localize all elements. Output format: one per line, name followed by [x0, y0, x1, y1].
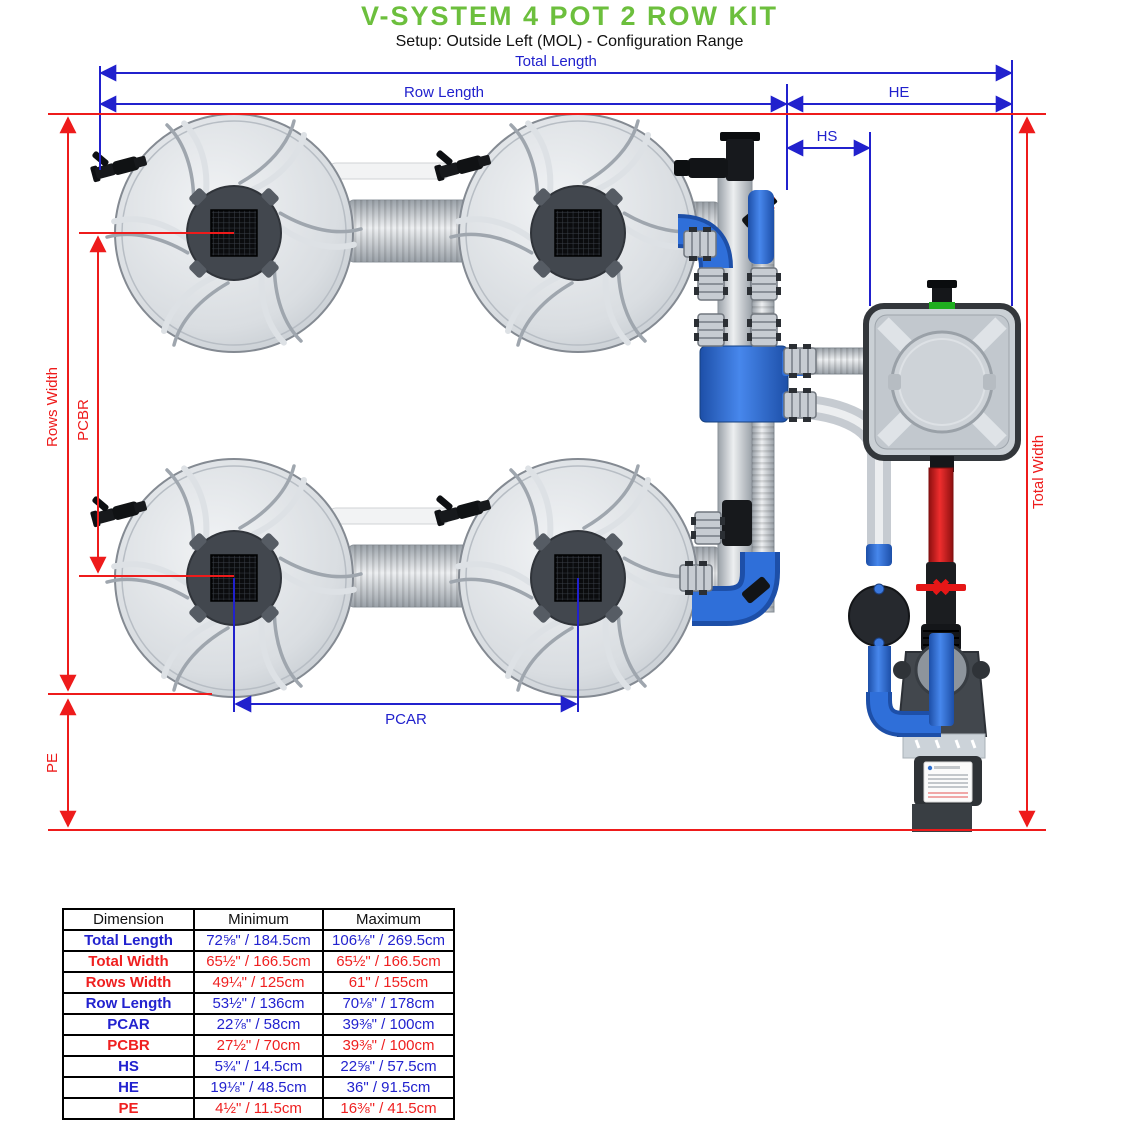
dim-name: HS — [63, 1056, 194, 1077]
pipe-clamp — [784, 388, 816, 422]
dim-min: 5¾" / 14.5cm — [194, 1056, 323, 1077]
black-valve-body — [926, 562, 956, 626]
pipe-clamp — [691, 512, 725, 544]
dim-row-length-label: Row Length — [403, 84, 485, 101]
dim-max: 36" / 91.5cm — [323, 1077, 454, 1098]
dim-max: 22⅝" / 57.5cm — [323, 1056, 454, 1077]
inline-valve — [849, 586, 909, 646]
dim-max: 70⅛" / 178cm — [323, 993, 454, 1014]
pipe-clamp — [694, 314, 728, 346]
dim-rows-width-label: Rows Width — [44, 366, 61, 448]
dim-min: 53½" / 136cm — [194, 993, 323, 1014]
dim-max: 61" / 155cm — [323, 972, 454, 993]
dim-total-length-label: Total Length — [515, 53, 597, 70]
dim-name: PCBR — [63, 1035, 194, 1056]
blue-manifold-block — [700, 346, 788, 422]
table-row — [63, 1077, 454, 1098]
table-header-row — [63, 909, 454, 930]
red-return-pipe — [929, 468, 953, 564]
dim-he-label: HE — [888, 84, 910, 101]
pump-base — [912, 804, 972, 832]
reservoir-tank — [866, 280, 1018, 472]
dim-name: Total Length — [63, 930, 194, 951]
dim-name: Row Length — [63, 993, 194, 1014]
dim-min: 4½" / 11.5cm — [194, 1098, 323, 1119]
dim-name: Total Width — [63, 951, 194, 972]
dim-min: 22⅞" / 58cm — [194, 1014, 323, 1035]
dim-max: 106⅛" / 269.5cm — [323, 930, 454, 951]
blue-coupler — [866, 544, 892, 566]
dim-min: 19⅛" / 48.5cm — [194, 1077, 323, 1098]
page-title: V-SYSTEM 4 POT 2 ROW KIT — [360, 1, 779, 31]
table-row — [63, 951, 454, 972]
dim-pe-label: PE — [44, 752, 61, 774]
dim-max: 65½" / 166.5cm — [323, 951, 454, 972]
pot-top-right — [446, 114, 710, 352]
dim-name: Rows Width — [63, 972, 194, 993]
pipe-clamp — [684, 227, 716, 261]
col-header-dimension: Dimension — [63, 909, 194, 930]
green-band — [929, 302, 955, 309]
pipe-clamp — [680, 561, 712, 595]
table-row — [63, 1014, 454, 1035]
dim-pcar-label: PCAR — [385, 711, 427, 728]
dim-name: PE — [63, 1098, 194, 1119]
black-union — [722, 500, 752, 546]
table-row — [63, 1035, 454, 1056]
pipe-clamp — [747, 314, 781, 346]
dim-total-width-label: Total Width — [1030, 434, 1047, 510]
pipe-clamp — [747, 268, 781, 300]
dimensions-table — [62, 908, 455, 1120]
dim-pcbr-label: PCBR — [75, 399, 92, 441]
dim-name: HE — [63, 1077, 194, 1098]
page-subtitle: Setup: Outside Left (MOL) - Configuration Range — [395, 33, 744, 50]
pipe-clamp — [694, 268, 728, 300]
dim-min: 27½" / 70cm — [194, 1035, 323, 1056]
col-header-maximum: Maximum — [323, 909, 454, 930]
table-row — [63, 930, 454, 951]
tee-body — [726, 139, 754, 181]
pump-inlet-pipe — [929, 633, 954, 726]
dim-max: 16⅜" / 41.5cm — [323, 1098, 454, 1119]
col-header-minimum: Minimum — [194, 909, 323, 930]
dim-max: 39⅜" / 100cm — [323, 1014, 454, 1035]
dim-max: 39⅜" / 100cm — [323, 1035, 454, 1056]
table-row — [63, 1098, 454, 1119]
dim-hs-label: HS — [816, 128, 838, 145]
pipe-clamp — [784, 344, 816, 378]
dim-min: 65½" / 166.5cm — [194, 951, 323, 972]
white-feed-pipe — [328, 508, 450, 524]
white-feed-pipe — [328, 163, 450, 179]
dim-name: PCAR — [63, 1014, 194, 1035]
blue-sleeve — [748, 190, 774, 264]
tank-lid — [892, 332, 992, 432]
table-row — [63, 993, 454, 1014]
header — [0, 0, 1139, 51]
tee-arm — [688, 158, 728, 178]
dim-min: 49¼" / 125cm — [194, 972, 323, 993]
table-row — [63, 972, 454, 993]
table-row — [63, 1056, 454, 1077]
blue-pipe — [868, 646, 891, 698]
dim-min: 72⅝" / 184.5cm — [194, 930, 323, 951]
